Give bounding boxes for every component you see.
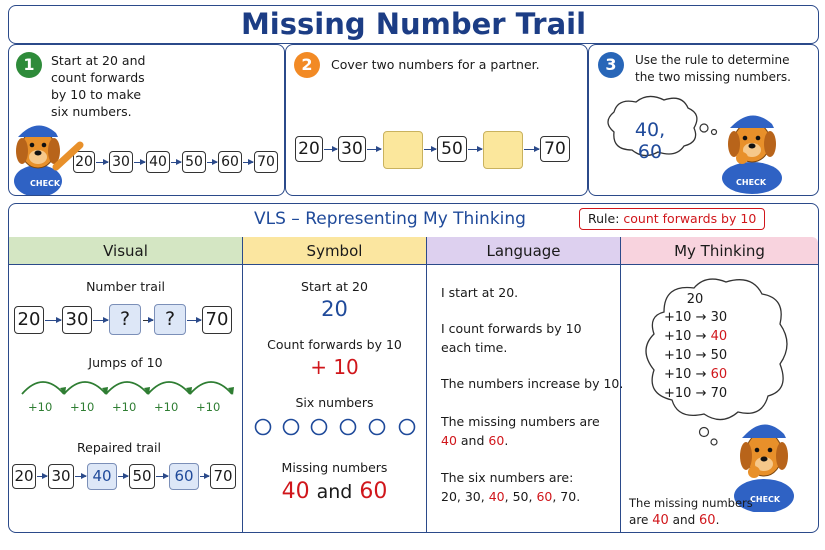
- lang-seq-part: 20, 30,: [441, 489, 489, 504]
- col-header-symbol: Symbol: [243, 237, 426, 265]
- caption-and: and: [672, 513, 696, 527]
- arrow-icon: [243, 162, 253, 163]
- missing-box: ?: [154, 304, 186, 335]
- lang-seq-part: 60: [536, 489, 553, 504]
- jump-label: +10: [196, 400, 221, 414]
- col-header-visual: Visual: [9, 237, 242, 265]
- arrow-icon: [187, 320, 201, 321]
- trail-box: 30: [338, 136, 366, 162]
- dog-mascot-icon: [712, 98, 792, 194]
- six-circles-icon: [252, 416, 420, 438]
- dog-mascot-icon: [8, 113, 88, 195]
- language-line-1: I start at 20.: [441, 285, 519, 300]
- arrow-icon: [324, 149, 337, 150]
- language-line-4b: [441, 432, 508, 450]
- repaired-trail-label: Repaired trail: [77, 440, 161, 455]
- trail-box: 20: [295, 136, 323, 162]
- start-label: Start at 20: [301, 279, 368, 294]
- trail-box: 50: [182, 151, 206, 173]
- trail-box: 70: [202, 306, 232, 334]
- step-1-number: 1: [16, 52, 42, 78]
- thinking-op: +10 →: [664, 367, 707, 382]
- lang-seq-part: , 70.: [552, 489, 581, 504]
- arrow-icon: [200, 476, 209, 477]
- caption-y: 60: [699, 513, 716, 528]
- missing-b: 60: [359, 479, 388, 504]
- thinking-caption-1: The missing numbers: [629, 496, 753, 510]
- trail-box: 20: [12, 464, 36, 489]
- thinking-caption-2: [629, 511, 719, 530]
- step-2-number: 2: [294, 52, 320, 78]
- count-label: Count forwards by 10: [267, 337, 402, 352]
- rule-value: count forwards by 10: [623, 211, 757, 226]
- thinking-row: [664, 385, 727, 403]
- arrow-icon: [37, 476, 47, 477]
- trail-box: 40: [146, 151, 170, 173]
- missing-numbers-value: [243, 479, 426, 504]
- mascot-shirt-label: CHECK: [736, 178, 767, 187]
- arrow-icon: [118, 476, 128, 477]
- vls-title: VLS – Representing My Thinking: [254, 209, 526, 229]
- cover-card: [383, 131, 423, 169]
- thinking-row: [664, 328, 727, 346]
- missing-numbers-label: Missing numbers: [281, 460, 388, 475]
- step-2-text: Cover two numbers for a partner.: [331, 57, 540, 72]
- thinking-result: 70: [710, 386, 728, 401]
- trail-box: 70: [210, 464, 236, 489]
- caption-period: .: [715, 513, 720, 527]
- lang-seq-part: , 50,: [504, 489, 537, 504]
- thinking-row: [664, 309, 727, 327]
- lang-missing-y: 60: [488, 433, 505, 448]
- repaired-box: 60: [169, 463, 199, 490]
- thinking-op: +10 →: [664, 386, 707, 401]
- missing-box: ?: [109, 304, 141, 335]
- trail-box: 30: [48, 464, 74, 489]
- lang-and: and: [460, 433, 485, 448]
- thinking-op: +10 →: [664, 329, 707, 344]
- missing-a: 40: [281, 479, 310, 504]
- jumps-label: Jumps of 10: [88, 355, 163, 370]
- language-line-2b: each time.: [441, 340, 508, 355]
- repaired-box: 40: [87, 463, 117, 490]
- jump-label: +10: [112, 400, 137, 414]
- number-trail-label: Number trail: [86, 279, 165, 294]
- jump-label: +10: [70, 400, 95, 414]
- arrow-icon: [156, 476, 168, 477]
- trail-box: 60: [218, 151, 242, 173]
- trail-box: 30: [109, 151, 133, 173]
- arrow-icon: [367, 149, 381, 150]
- language-line-4a: The missing numbers are: [441, 414, 600, 429]
- thinking-result: 30: [710, 310, 728, 325]
- caption-x: 40: [652, 513, 669, 528]
- rule-box: [579, 208, 765, 230]
- jump-label: +10: [154, 400, 179, 414]
- column-divider: [426, 237, 427, 533]
- arrow-icon: [45, 320, 61, 321]
- thinking-row: [664, 366, 727, 384]
- start-value: 20: [321, 297, 348, 321]
- arrow-icon: [207, 162, 217, 163]
- col-header-thinking: My Thinking: [621, 237, 818, 265]
- thinking-result: 50: [710, 348, 728, 363]
- page-title: Missing Number Trail: [8, 5, 819, 44]
- thinking-op: +10 →: [664, 310, 707, 325]
- six-numbers-label: Six numbers: [295, 395, 374, 410]
- mascot-shirt-label: CHECK: [30, 179, 61, 188]
- language-line-5b: [441, 488, 580, 506]
- trail-box: 20: [73, 151, 95, 173]
- thinking-row: [664, 347, 727, 365]
- thinking-op: +10 →: [664, 348, 707, 363]
- step-3-text: Use the rule to determine the two missing numbers.: [635, 53, 791, 84]
- trail-box: 50: [129, 464, 155, 489]
- trail-box: 50: [437, 136, 467, 162]
- jump-label: +10: [28, 400, 53, 414]
- arrow-icon: [96, 162, 108, 163]
- count-value: + 10: [310, 355, 359, 379]
- thinking-start: 20: [686, 292, 704, 307]
- dash-connector: [143, 320, 153, 321]
- arrow-icon: [424, 149, 436, 150]
- trail-box: 70: [540, 136, 570, 162]
- rule-label: Rule:: [588, 211, 620, 226]
- step-3-number: 3: [598, 52, 624, 78]
- lang-missing-x: 40: [441, 433, 457, 448]
- trail-box: 70: [254, 151, 278, 173]
- arrow-icon: [524, 149, 539, 150]
- language-line-5a: The six numbers are:: [441, 470, 574, 485]
- step-3-answer: 40, 60: [634, 119, 666, 163]
- arrow-icon: [468, 149, 482, 150]
- step-1-text: Start at 20 and count forwards by 10 to make six numbers.: [51, 53, 146, 119]
- trail-box: 20: [14, 306, 44, 334]
- language-line-3: The numbers increase by 10.: [441, 376, 624, 391]
- lang-seq-part: 40: [488, 489, 505, 504]
- jump-arcs-icon: [18, 372, 238, 400]
- arrow-icon: [171, 162, 181, 163]
- arrow-icon: [93, 320, 108, 321]
- trail-box: 30: [62, 306, 92, 334]
- arrow-icon: [75, 476, 86, 477]
- arrow-icon: [134, 162, 145, 163]
- lang-period: .: [504, 433, 509, 448]
- thinking-result: 40: [710, 329, 728, 344]
- language-line-2a: I count forwards by 10: [441, 321, 582, 336]
- cover-card: [483, 131, 523, 169]
- caption-are: are: [629, 513, 649, 527]
- col-header-language: Language: [427, 237, 620, 265]
- missing-and: and: [316, 481, 353, 503]
- thinking-result: 60: [710, 367, 728, 382]
- mascot-shirt-label: CHECK: [750, 495, 781, 504]
